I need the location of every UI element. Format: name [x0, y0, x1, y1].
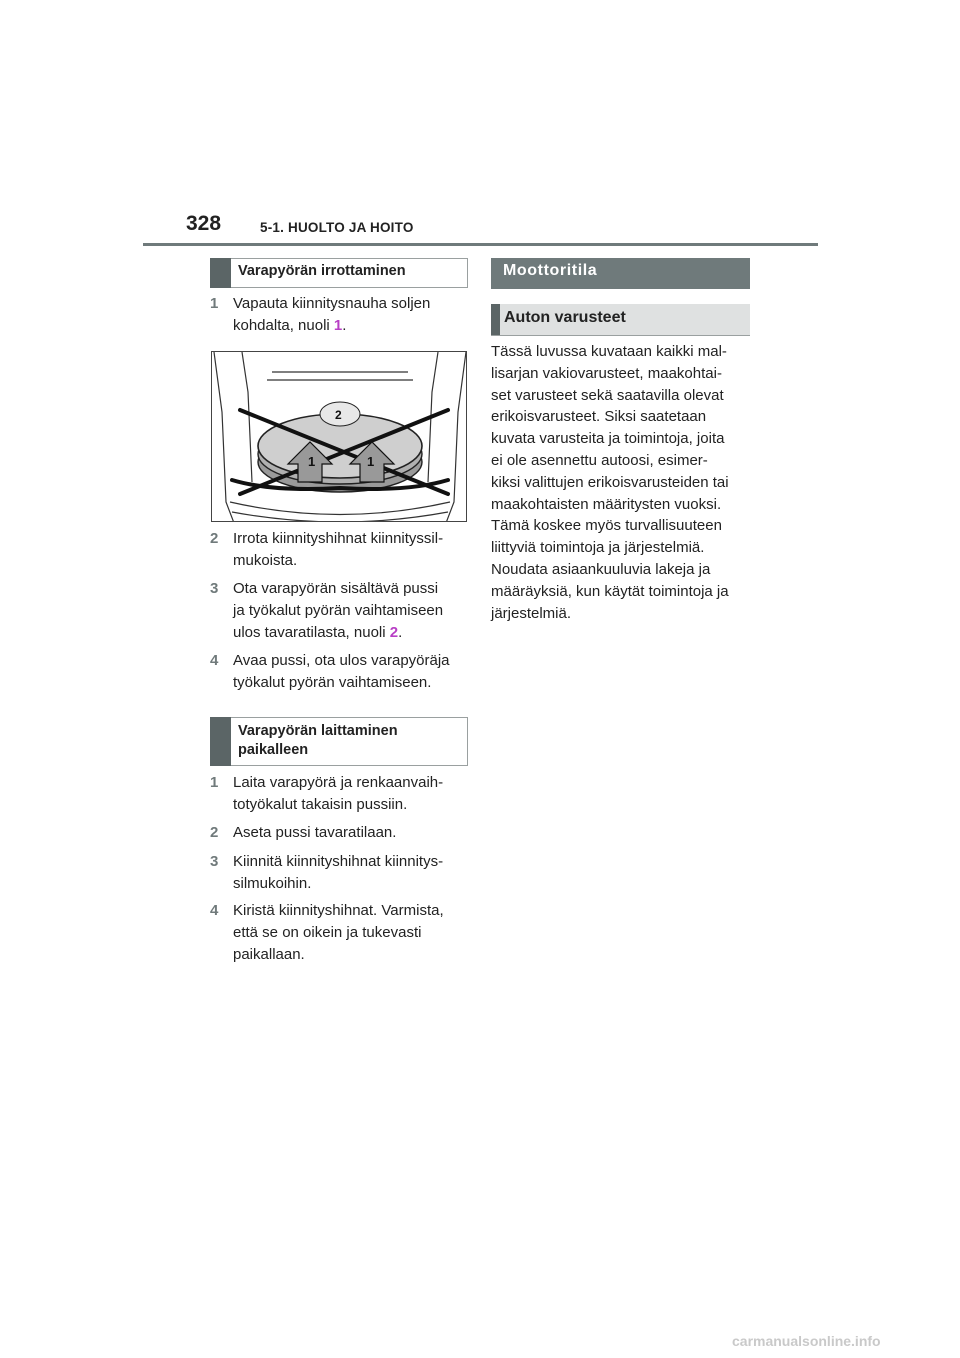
reference-arrow-1: 1: [333, 317, 343, 334]
subheading-remove-spare: [210, 258, 468, 288]
paragraph-line: erikoisvarusteet. Siksi saatetaan: [491, 408, 707, 426]
step-text: silmukoihin.: [233, 875, 312, 892]
step-number: 1: [210, 774, 219, 791]
step-number: 1: [210, 295, 219, 312]
step-text: ulos tavaratilasta, nuoli 2.: [233, 624, 403, 641]
paragraph-line: järjestelmiä.: [491, 604, 572, 622]
step-number: 4: [210, 652, 219, 669]
subheading-vehicle-equipment: [491, 304, 750, 336]
subheading-line: Varapyörän laittaminen: [238, 723, 398, 739]
figure-label-1b: 1: [367, 454, 375, 469]
step-text: totyökalut takaisin pussiin.: [233, 796, 408, 813]
step-text: Vapauta kiinnitysnauha soljen: [233, 295, 431, 312]
step-remove-3: [210, 578, 472, 644]
step-text: Aseta pussi tavaratilaan.: [233, 824, 397, 841]
subheading-accent-bar: [210, 717, 231, 766]
section-heading-text: Moottoritila: [503, 262, 598, 279]
subheading-text: Varapyörän irrottaminen: [238, 263, 406, 279]
reference-arrow-2: 2: [389, 624, 399, 641]
step-install-1: [210, 772, 472, 816]
paragraph-line: lisarjan vakiovarusteet, maakohtai-: [491, 364, 722, 382]
step-text: Laita varapyörä ja renkaanvaih-: [233, 774, 444, 791]
paragraph-line: kiksi valittujen erikoisvarusteiden tai: [491, 473, 729, 491]
step-text: että se on oikein ja tukevasti: [233, 924, 422, 941]
figure-label-1a: 1: [308, 454, 316, 469]
step-number: 3: [210, 580, 219, 597]
step-remove-4: [210, 650, 472, 694]
step-remove-2: [210, 528, 472, 572]
figure-label-2: 2: [335, 408, 342, 422]
step-number: 3: [210, 853, 219, 870]
step-text: Kiristä kiinnityshihnat. Varmista,: [233, 902, 444, 919]
step-text: Avaa pussi, ota ulos varapyöräja: [233, 652, 450, 669]
chapter-title: 5-1. HUOLTO JA HOITO: [260, 220, 414, 235]
step-text: paikallaan.: [233, 946, 305, 963]
subheading-text: Auton varusteet: [504, 309, 626, 326]
subheading-line: paikalleen: [238, 742, 309, 758]
step-text: Ota varapyörän sisältävä pussi: [233, 580, 439, 597]
step-install-4: [210, 900, 472, 966]
paragraph-line: Tämä koskee myös turvallisuuteen: [491, 517, 722, 535]
subheading-install-spare: [210, 717, 468, 766]
section-heading-engine-compartment: [491, 258, 750, 289]
step-number: 4: [210, 902, 219, 919]
paragraph-line: liittyviä toimintoja ja järjestelmiä.: [491, 539, 705, 557]
paragraph-line: ei ole asennettu autoosi, esimer-: [491, 451, 708, 469]
spare-wheel-illustration: [211, 351, 467, 522]
subheading-accent-bar: [491, 304, 500, 335]
paragraph-line: Noudata asiaankuuluvia lakeja ja: [491, 560, 711, 578]
step-text: ja työkalut pyörän vaihtamiseen: [233, 602, 444, 619]
step-text: mukoista.: [233, 552, 298, 569]
watermark-text: carmanualsonline.info: [732, 1333, 881, 1349]
step-text: työkalut pyörän vaihtamiseen.: [233, 674, 432, 691]
step-install-3: [210, 851, 472, 895]
step-number: 2: [210, 530, 219, 547]
paragraph-line: kuvata varusteita ja toimintoja, joita: [491, 430, 725, 448]
step-text: kohdalta, nuoli 1.: [233, 317, 347, 334]
subheading-text: [238, 718, 467, 760]
step-text: Irrota kiinnityshihnat kiinnityssil-: [233, 530, 444, 547]
step-install-2: [210, 822, 472, 844]
paragraph-line: set varusteet sekä saatavilla olevat: [491, 386, 724, 404]
step-text: Kiinnitä kiinnityshihnat kiinnitys-: [233, 853, 444, 870]
step-number: 2: [210, 824, 219, 841]
paragraph-line: maakohtaisten määritysten vuoksi.: [491, 495, 722, 513]
paragraph-line: määräyksiä, kun käytät toimintoja ja: [491, 582, 729, 600]
equipment-paragraph: [491, 341, 753, 624]
page-number: 328: [186, 212, 222, 235]
header-rule: [143, 243, 818, 246]
trunk-drawing: [212, 352, 467, 522]
step-remove-1: [210, 293, 472, 337]
subheading-accent-bar: [210, 258, 231, 288]
paragraph-line: Tässä luvussa kuvataan kaikki mal-: [491, 343, 727, 360]
